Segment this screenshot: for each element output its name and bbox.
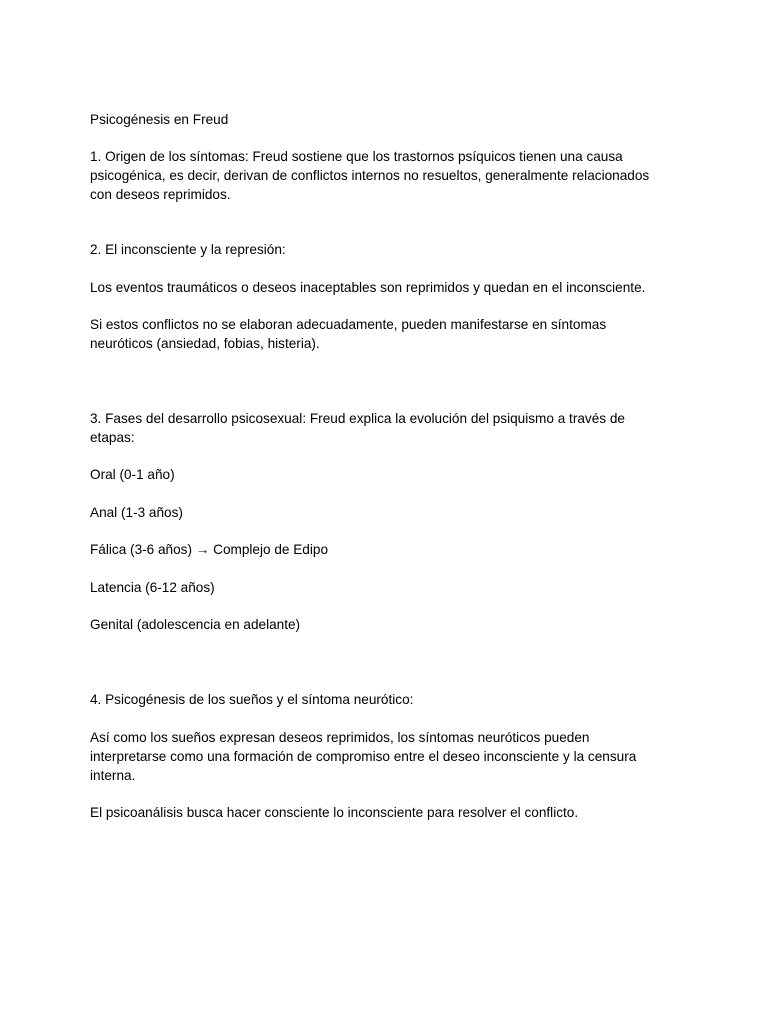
stage-genital: Genital (adolescencia en adelante): [90, 617, 301, 632]
paragraph-psicoanalisis: El psicoanálisis busca hacer consciente lo inconsciente para resolver el conflicto.: [90, 805, 579, 820]
stage-oral: Oral (0-1 año): [90, 467, 175, 482]
stage-latencia: Latencia (6-12 años): [90, 580, 215, 595]
paragraph-suenos-sintomas: Así como los sueños expresan deseos reprimidos, los síntomas neuróticos pueden interpretarse como una formación de compromiso entre el deseo inconsciente y la censura interna.: [90, 730, 637, 783]
heading-psicogenesis-suenos: 4. Psicogénesis de los sueños y el síntoma neurótico:: [90, 692, 414, 707]
paragraph-eventos-traumaticos: Los eventos traumáticos o deseos inaceptables son reprimidos y quedan en el inconsciente.: [90, 280, 646, 295]
document-title: Psicogénesis en Freud: [90, 112, 229, 127]
heading-inconsciente-represion: 2. El inconsciente y la represión:: [90, 242, 286, 257]
stage-falica: Fálica (3-6 años) → Complejo de Edipo: [90, 542, 329, 557]
stage-anal: Anal (1-3 años): [90, 505, 183, 520]
paragraph-fases-desarrollo: 3. Fases del desarrollo psicosexual: Freud explica la evolución del psiquismo a través de etapas:: [90, 411, 625, 445]
paragraph-conflictos-sintomas: Si estos conflictos no se elaboran adecuadamente, pueden manifestarse en síntomas neuróticos (ansiedad, fobias, histeria).: [90, 317, 607, 351]
paragraph-origen-sintomas: 1. Origen de los síntomas: Freud sostiene que los trastornos psíquicos tienen una causa psicogénica, es decir, derivan de conflictos internos no resueltos, generalmente relacionados con deseos reprimidos.: [90, 149, 650, 202]
